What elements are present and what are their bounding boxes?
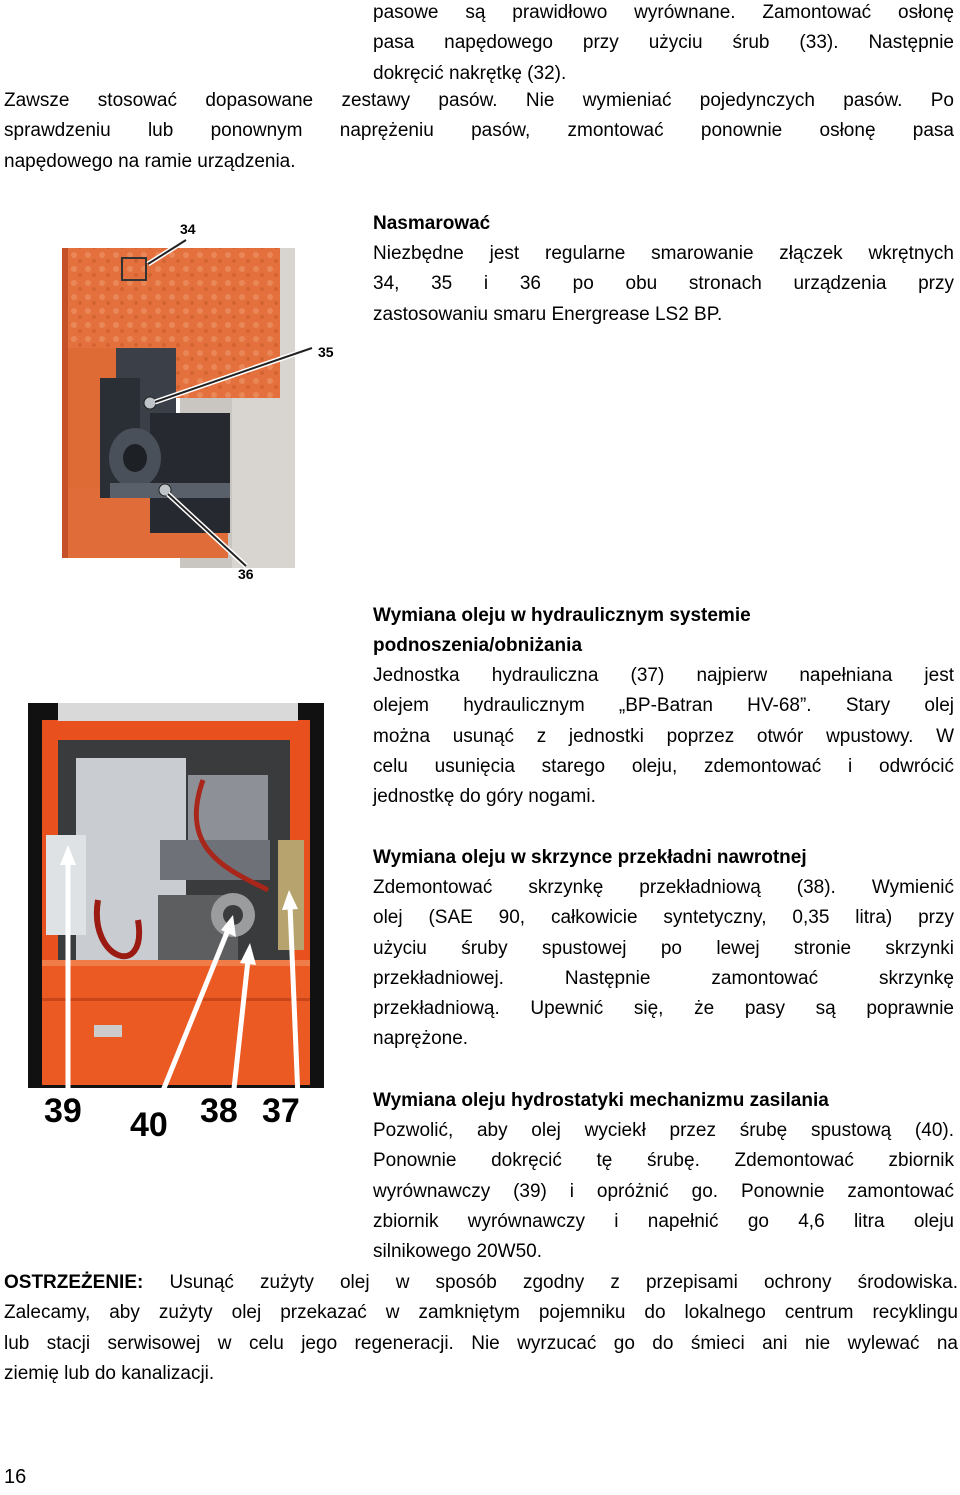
text-line: przekładniowej. Następnie zamontować skrzynkę: [373, 967, 954, 989]
text-line: zastosowaniu smaru Energrease LS2 BP.: [373, 303, 723, 325]
text-line: wyrównawczy (39) i opróżnić go. Ponownie zamontować: [373, 1180, 954, 1202]
gearbox-paragraph: [373, 873, 954, 1055]
lubrication-photo: [0, 208, 362, 598]
text-line: naprężone.: [373, 1028, 469, 1050]
warning-paragraph: [4, 1268, 958, 1389]
hydrostatic-heading: Wymiana oleju hydrostatyki mechanizmu zasilania: [373, 1090, 829, 1111]
callout-label: 36: [238, 566, 254, 582]
hydraulic-heading: [373, 601, 954, 662]
text-line: przekładniową. Upewnić się, że pasy są poprawnie: [373, 998, 954, 1020]
text-line: można usunąć z jednostki poprzez otwór wpustowy. W: [373, 725, 954, 747]
warning-first-line: Usunąć zużyty olej w sposób zgodny z przepisami ochrony środowiska.: [143, 1272, 958, 1293]
text-line: Zalecamy, aby zużyty olej przekazać w zamkniętym pojemniku do lokalnego centrum recyklingu: [4, 1302, 958, 1324]
text-line: sprawdzeniu lub ponownym naprężeniu pasów, zmontować ponownie osłonę pasa: [4, 120, 954, 142]
text-line: Jednostka hydrauliczna (37) najpierw napełniana jest: [373, 665, 954, 686]
heading-line: podnoszenia/obniżania: [373, 635, 583, 657]
text-line: napędowego na ramie urządzenia.: [4, 150, 296, 172]
hydraulic-unit-photo: [28, 660, 326, 1170]
belt-paragraph: [4, 86, 954, 177]
lubricate-paragraph: [373, 239, 954, 330]
text-line: Niezbędne jest regularne smarowanie złączek wkrętnych: [373, 243, 954, 264]
text-line: 34, 35 i 36 po obu stronach urządzenia przy: [373, 273, 954, 295]
text-line: pasa napędowego przy użyciu śrub (33). Następnie: [373, 32, 954, 54]
text-line: silnikowego 20W50.: [373, 1241, 542, 1263]
text-line: jednostkę do góry nogami.: [373, 786, 596, 808]
hydrostatic-paragraph: [373, 1116, 954, 1267]
gearbox-heading: Wymiana oleju w skrzynce przekładni nawrotnej: [373, 847, 807, 868]
text-line: Zawsze stosować dopasowane zestawy pasów. Nie wymieniać pojedynczych pasów. Po: [4, 90, 954, 111]
hydraulic-paragraph: [373, 661, 954, 812]
text-line: zbiornik wyrównawczy i napełnić go 4,6 litra oleju: [373, 1210, 954, 1232]
text-line: celu usunięcia starego oleju, zdemontować i odwrócić: [373, 755, 954, 777]
callout-label: 38: [200, 1092, 238, 1130]
lubricate-heading: Nasmarować: [373, 213, 491, 234]
text-line: olejem hydraulicznym „BP-Batran HV-68”. Stary olej: [373, 695, 954, 717]
callout-label: 39: [44, 1092, 82, 1130]
text-line: Pozwolić, aby olej wyciekł przez śrubę spustową (40).: [373, 1120, 954, 1141]
callout-label: 40: [130, 1106, 168, 1144]
intro-paragraph: [373, 0, 954, 89]
callout-label: 34: [180, 221, 196, 237]
page-number: 16: [4, 1466, 27, 1488]
text-line: Zdemontować skrzynkę przekładniową (38). Wymienić: [373, 877, 954, 898]
text-line: [4, 1268, 958, 1298]
text-line: użyciu śruby spustowej po lewej stronie skrzynki: [373, 937, 954, 959]
heading-line: Wymiana oleju w hydraulicznym systemie: [373, 605, 751, 626]
text-line: Ponownie dokręcić tę śrubę. Zdemontować zbiornik: [373, 1150, 954, 1172]
callout-label: 37: [262, 1092, 300, 1130]
lubrication-photo-drawing: [0, 208, 362, 598]
text-line: ziemię lub do kanalizacji.: [4, 1362, 215, 1384]
text-line: lub stacji serwisowej w celu jego regeneracji. Nie wyrzucać go do śmieci ani nie wylewać na: [4, 1332, 958, 1354]
text-line: dokręcić nakrętkę (32).: [373, 62, 567, 84]
text-line: olej (SAE 90, całkowicie syntetyczny, 0,35 litra) przy: [373, 907, 954, 929]
warning-label: OSTRZEŻENIE:: [4, 1272, 144, 1293]
text-line: pasowe są prawidłowo wyrównane. Zamontować osłonę: [373, 2, 954, 23]
callout-label: 35: [318, 344, 334, 360]
